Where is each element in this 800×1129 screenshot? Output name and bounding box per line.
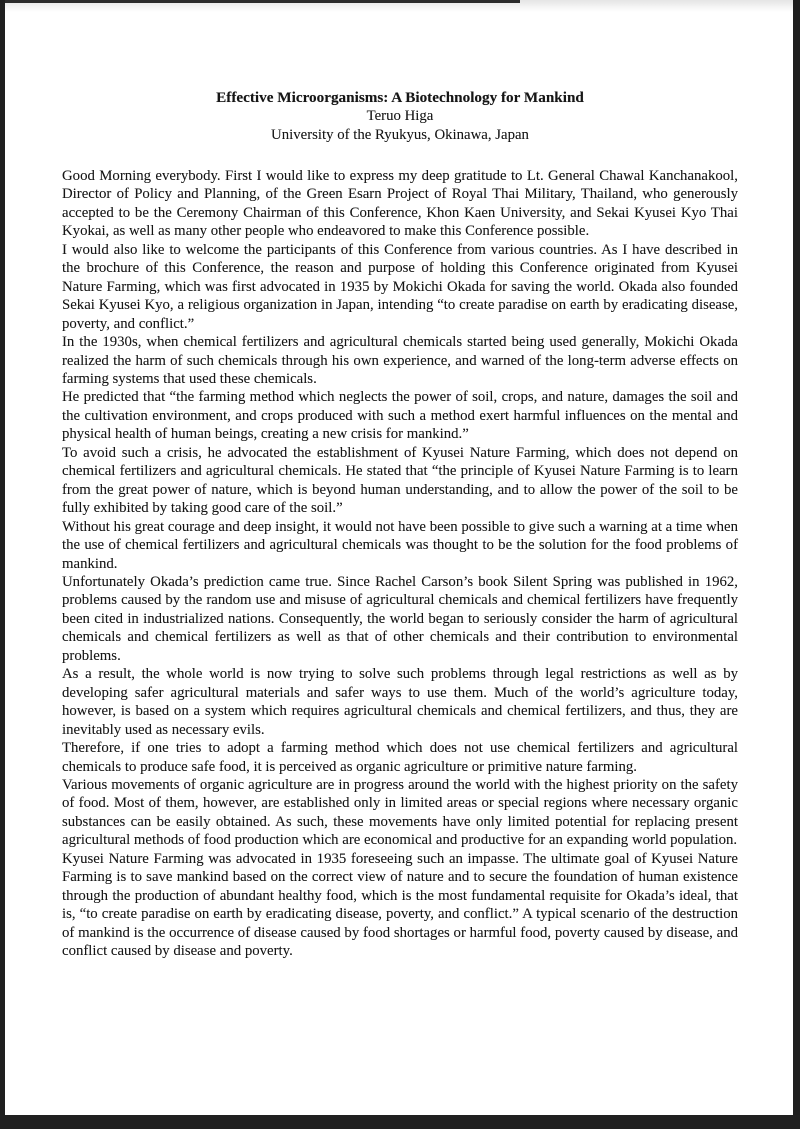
paragraph-avoid-crisis: To avoid such a crisis, he advocated the establishment of Kyusei Nature Farming, which does not depend on chemical fertilizers and agricultural chemicals. He stated that “the principle of Kyusei Nature Farming is to learn from the great power of nature, which is beyond human understanding, and to allow the power of the soil to be fully exhibited by taking good care of the soil.” (62, 444, 738, 517)
paragraph-organic-movements: Various movements of organic agriculture are in progress around the world with the highest priority on the safety of food. Most of them, however, are established only in limited areas or special regions where necessary organic substances can be easily obtained. As such, these movements have only limited potential for replacing present agricultural methods of food production which are economical and productive for an expanding world population. (62, 776, 738, 849)
paragraph-greeting: Good Morning everybody. First I would like to express my deep gratitude to Lt. General Chawal Kanchanakool, Director of Policy and Planning, of the Green Esarn Project of Royal Thai Military, Thailand, who generously accepted to be the Ceremony Chairman of this Conference, Khon Kaen University, and Sekai Kyusei Kyo Thai Kyokai, as well as many other people who endeavored to make this Conference possible. (62, 168, 738, 240)
page-content (62, 88, 738, 960)
scan-edge-bottom (0, 1115, 800, 1129)
paragraph-legal-restrictions: As a result, the whole world is now trying to solve such problems through legal restrictions as well as by developing safer agricultural materials and safer ways to use them. Much of the world’s agriculture today, however, is based on a system which requires agricultural chemicals and chemical fertilizers, and thus, they are inevitably used as necessary evils. (62, 666, 738, 738)
paragraph-1930s: In the 1930s, when chemical fertilizers and agricultural chemicals started being used generally, Mokichi Okada realized the harm of such chemicals through his own experience, and warned of the long-term adverse effects on farming systems that used these chemicals. (62, 334, 738, 387)
paragraph-silent-spring: Unfortunately Okada’s prediction came true. Since Rachel Carson’s book Silent Spring was published in 1962, problems caused by the random use and misuse of agricultural chemicals and chemical fertilizers have frequently been cited in industrialized nations. Consequently, the world began to seriously consider the harm of agricultural chemicals and chemical fertilizers as well as that of other chemicals and their contribution to environmental problems. (62, 573, 738, 664)
paragraph-organic-perception: Therefore, if one tries to adopt a farming method which does not use chemical fertilizers and agricultural chemicals to produce safe food, it is perceived as organic agriculture or primitive nature farming. (62, 740, 738, 775)
paper-title: Effective Microorganisms: A Biotechnology for Mankind (216, 89, 584, 106)
scan-edge-top (0, 0, 520, 3)
paragraph-prediction: He predicted that “the farming method which neglects the power of soil, crops, and nature, damages the soil and the cultivation environment, and crops produced with such a method exert harmful influences on the mental and physical health of human beings, creating a new crisis for mankind.” (62, 389, 738, 443)
scan-edge-right (793, 0, 800, 1129)
paper-affiliation: University of the Ryukyus, Okinawa, Japan (271, 127, 529, 143)
paper-author: Teruo Higa (366, 108, 434, 124)
paragraph-ultimate-goal: Kyusei Nature Farming was advocated in 1935 foreseeing such an impasse. The ultimate goal of Kyusei Nature Farming is to save mankind based on the correct view of nature and to secure the foundation of human existence through the production of abundant healthy food, which is the most fundamental requisite for Okada’s ideal, that is, “to create paradise on earth by eradicating disease, poverty, and conflict.” A typical scenario of the destruction of mankind is the occurrence of disease caused by food shortages or harmful food, poverty caused by disease, and conflict caused by disease and poverty. (62, 850, 738, 960)
paper-header (62, 88, 738, 145)
paragraph-courage: Without his great courage and deep insight, it would not have been possible to give such a warning at a time when the use of chemical fertilizers and agricultural chemicals was thought to be the solution for the food problems of mankind. (62, 518, 738, 572)
paper-body (62, 167, 738, 960)
scan-edge-left (0, 0, 5, 1129)
paragraph-welcome: I would also like to welcome the participants of this Conference from various countries. As I have described in the brochure of this Conference, the reason and purpose of holding this Conference originated from Kyusei Nature Farming, which was first advocated in 1935 by Mokichi Okada for saving the world. Okada also founded Sekai Kyusei Kyo, a religious organization in Japan, intending “to create paradise on earth by eradicating disease, poverty, and conflict.” (62, 241, 738, 332)
